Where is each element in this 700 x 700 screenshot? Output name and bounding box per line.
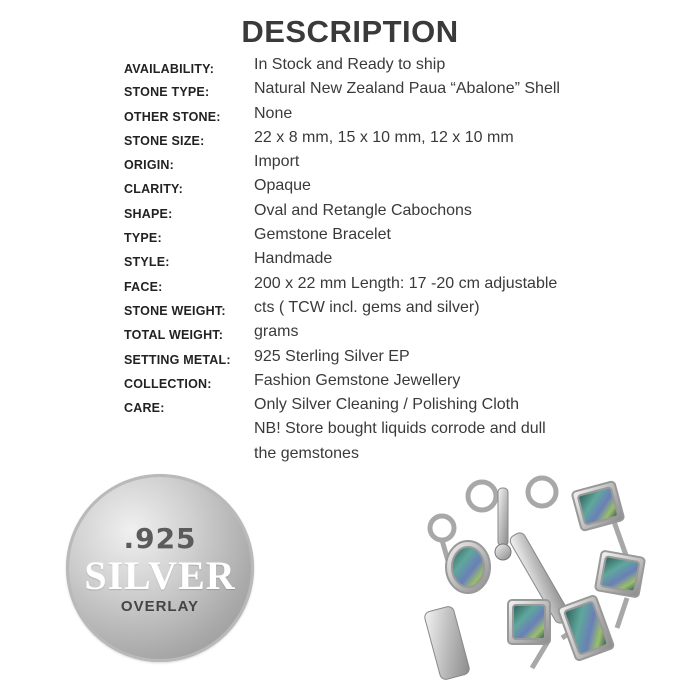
- spec-value: 22 x 8 mm, 15 x 10 mm, 12 x 10 mm: [254, 128, 514, 146]
- silver-overlay-badge: [66, 474, 254, 662]
- spec-value: Handmade: [254, 250, 333, 268]
- spec-label: COLLECTION:: [124, 376, 212, 391]
- spec-value: Natural New Zealand Paua “Abalone” Shell: [254, 80, 560, 98]
- spec-label: CLARITY:: [124, 182, 183, 197]
- spec-value: Only Silver Cleaning / Polishing Cloth: [254, 396, 520, 414]
- spec-row-stone-weight: [124, 299, 684, 323]
- spec-label: STYLE:: [124, 255, 170, 270]
- spec-row-care: [124, 396, 684, 420]
- spec-row-collection: [124, 372, 684, 396]
- spec-row-availability: [124, 56, 684, 80]
- badge-overlay-text: OVERLAY: [120, 598, 200, 615]
- spec-value: Gemstone Bracelet: [254, 226, 391, 244]
- spec-label: OTHER STONE:: [124, 109, 221, 124]
- spec-value: the gemstones: [254, 444, 359, 462]
- spec-row-care-note-2: [124, 445, 684, 469]
- spec-label: SETTING METAL:: [124, 352, 231, 367]
- spec-row-other-stone: [124, 105, 684, 129]
- spec-value: Import: [254, 153, 300, 171]
- spec-row-origin: [124, 153, 684, 177]
- spec-value: Oval and Retangle Cabochons: [254, 201, 472, 219]
- spec-value: cts ( TCW incl. gems and silver): [254, 298, 480, 316]
- spec-label: ORIGIN:: [124, 158, 175, 173]
- page-title: DESCRIPTION: [241, 14, 459, 49]
- spec-row-style: [124, 250, 684, 274]
- spec-label: TYPE:: [124, 231, 162, 246]
- spec-value: In Stock and Ready to ship: [254, 56, 446, 73]
- spec-row-type: [124, 226, 684, 250]
- spec-row-stone-size: [124, 129, 684, 153]
- spec-label: STONE SIZE:: [124, 133, 205, 148]
- spec-list: [124, 56, 684, 469]
- spec-value: NB! Store bought liquids corrode and dull: [254, 420, 546, 438]
- spec-row-stone-type: [124, 80, 684, 104]
- bracelet-image: [412, 468, 682, 693]
- spec-value: None: [254, 104, 293, 122]
- spec-row-face: [124, 275, 684, 299]
- spec-value: Opaque: [254, 177, 311, 195]
- spec-value: Fashion Gemstone Jewellery: [254, 371, 461, 389]
- spec-row-setting-metal: [124, 348, 684, 372]
- spec-value: grams: [254, 323, 299, 341]
- spec-value: 200 x 22 mm Length: 17 -20 cm adjustable: [254, 274, 558, 292]
- spec-label: STONE WEIGHT:: [124, 303, 226, 318]
- spec-label: CARE:: [124, 401, 165, 416]
- badge-925-text: .925: [123, 522, 197, 555]
- spec-label: AVAILABILITY:: [124, 62, 215, 76]
- spec-label: TOTAL WEIGHT:: [124, 328, 224, 343]
- spec-row-total-weight: [124, 323, 684, 347]
- spec-label: STONE TYPE:: [124, 85, 210, 100]
- badge-silver-text: SILVER: [84, 553, 236, 598]
- spec-value: 925 Sterling Silver EP: [254, 347, 410, 365]
- spec-row-shape: [124, 202, 684, 226]
- spec-row-clarity: [124, 177, 684, 201]
- spec-row-care-note: [124, 420, 684, 444]
- spec-label: FACE:: [124, 279, 163, 294]
- spec-label: SHAPE:: [124, 206, 173, 221]
